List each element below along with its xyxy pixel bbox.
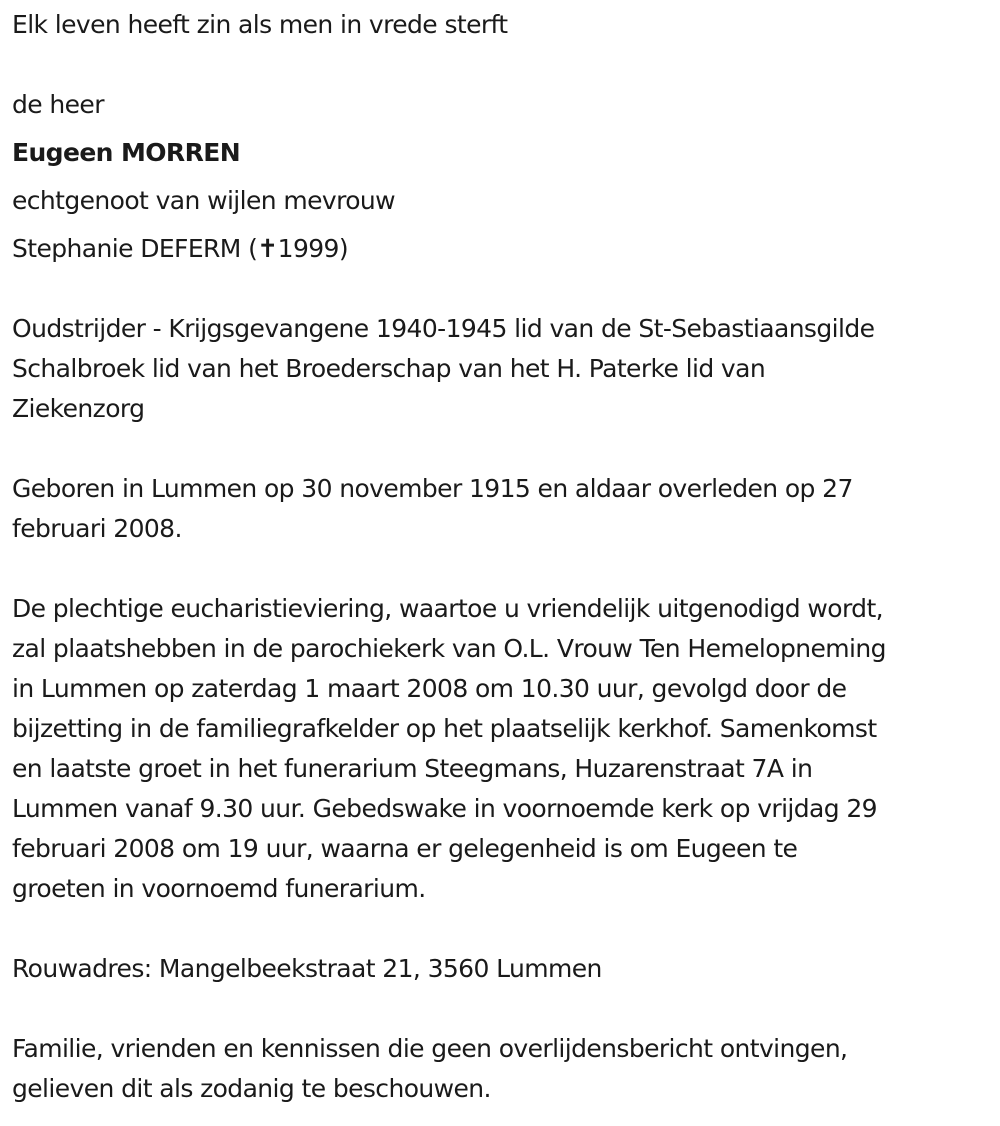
- motto: Elk leven heeft zin als men in vrede sterft: [12, 10, 508, 39]
- spouse-name: Stephanie DEFERM (: [12, 234, 258, 263]
- ceremony-line: De plechtige eucharistieviering, waartoe u vriendelijk uitgenodigd wordt,: [12, 594, 883, 623]
- birth-death-paragraph: [12, 469, 996, 549]
- closing-line: Familie, vrienden en kennissen die geen overlijdensbericht ontvingen,: [12, 1034, 848, 1063]
- ceremony-paragraph: [12, 589, 996, 909]
- closing-line: gelieven dit als zodanig te beschouwen.: [12, 1074, 491, 1103]
- ceremony-line: in Lummen op zaterdag 1 maart 2008 om 10.30 uur, gevolgd door de: [12, 674, 847, 703]
- birth-death-line: Geboren in Lummen op 30 november 1915 en aldaar overleden op 27: [12, 474, 853, 503]
- affiliations-line: Oudstrijder - Krijgsgevangene 1940-1945 lid van de St-Sebastiaansgilde: [12, 314, 875, 343]
- spouse-year: 1999): [277, 234, 349, 263]
- ceremony-line: en laatste groet in het funerarium Steegmans, Huzarenstraat 7A in: [12, 754, 813, 783]
- deceased-name: Eugeen MORREN: [12, 138, 241, 167]
- honorific: de heer: [12, 90, 104, 119]
- ceremony-line: bijzetting in de familiegrafkelder op het plaatselijk kerkhof. Samenkomst: [12, 714, 877, 743]
- birth-death-line: februari 2008.: [12, 514, 182, 543]
- mourning-address: Rouwadres: Mangelbeekstraat 21, 3560 Lummen: [12, 954, 602, 983]
- ceremony-line: groeten in voornoemd funerarium.: [12, 874, 426, 903]
- spouse-line: [12, 229, 988, 269]
- affiliations-line: Ziekenzorg: [12, 394, 145, 423]
- closing-paragraph: [12, 1029, 996, 1109]
- affiliations-line: Schalbroek lid van het Broederschap van het H. Paterke lid van: [12, 354, 766, 383]
- ceremony-line: zal plaatshebben in de parochiekerk van O.L. Vrouw Ten Hemelopneming: [12, 634, 886, 663]
- ceremony-line: februari 2008 om 19 uur, waarna er gelegenheid is om Eugeen te: [12, 834, 798, 863]
- ceremony-line: Lummen vanaf 9.30 uur. Gebedswake in voornoemde kerk op vrijdag 29: [12, 794, 877, 823]
- affiliations-paragraph: [12, 309, 996, 429]
- spouse-intro: echtgenoot van wijlen mevrouw: [12, 186, 396, 215]
- cross-icon: ✝: [257, 234, 278, 263]
